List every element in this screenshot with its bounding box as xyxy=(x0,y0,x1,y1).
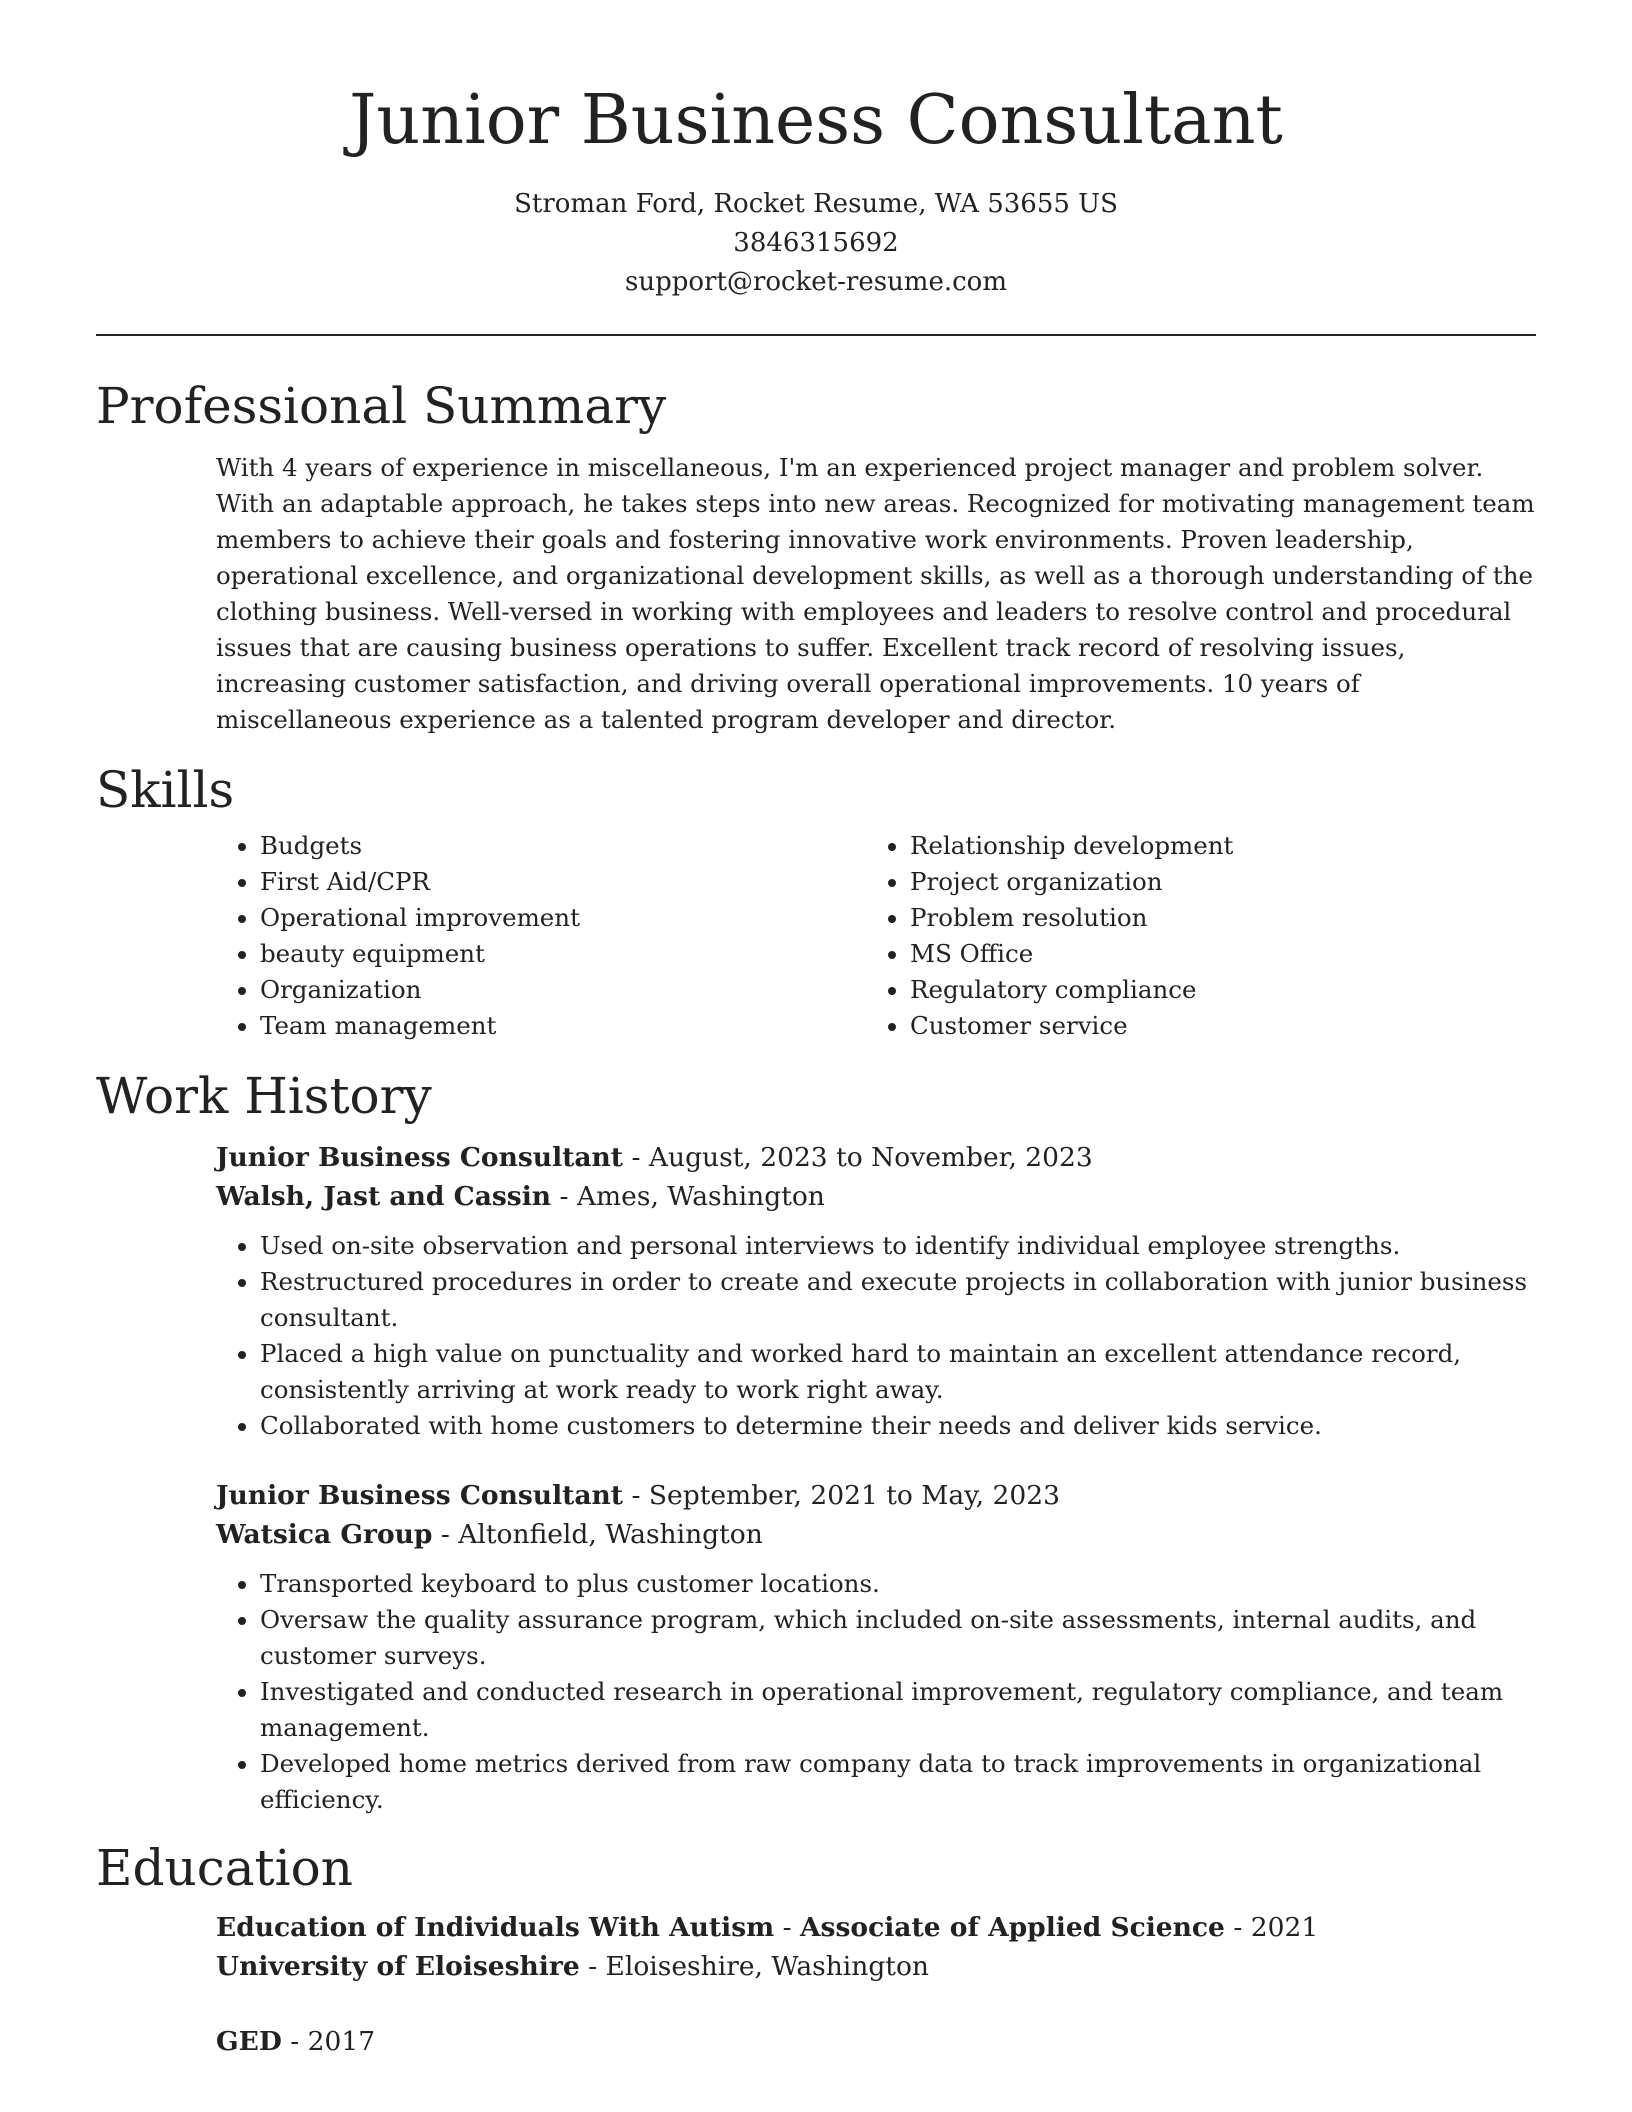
skills-list-right xyxy=(866,828,1536,1044)
job-bullet: • Oversaw the quality assurance program, which included on-site assessments, internal audits, and customer surveys. xyxy=(260,1602,1536,1674)
job-bullet: • Used on-site observation and personal interviews to identify individual employee strengths. xyxy=(260,1228,1536,1264)
job-company-line xyxy=(216,1177,1536,1216)
education-location: Eloiseshire, Washington xyxy=(605,1950,929,1982)
education-entry xyxy=(216,2022,1536,2061)
job-bullet: • Collaborated with home customers to determine their needs and deliver kids service. xyxy=(260,1408,1536,1444)
skill-item: • Budgets xyxy=(260,828,866,864)
skill-item: • Organization xyxy=(260,972,866,1008)
education-degree-line xyxy=(216,2022,1536,2061)
education-degree: Associate of Applied Science xyxy=(800,1911,1225,1943)
work-history-section xyxy=(96,1066,1536,1818)
skills-heading: Skills xyxy=(96,760,235,819)
job-company: Walsh, Jast and Cassin xyxy=(216,1180,552,1212)
skills-grid xyxy=(216,828,1536,1044)
header-divider xyxy=(96,334,1536,336)
candidate-name: Junior Business Consultant xyxy=(349,81,1283,160)
job-dates: August, 2023 to November, 2023 xyxy=(648,1141,1093,1173)
skill-item: • First Aid/CPR xyxy=(260,864,866,900)
separator: - xyxy=(588,1950,606,1982)
job-bullet: • Transported keyboard to plus customer locations. xyxy=(260,1566,1536,1602)
job-bullets xyxy=(216,1228,1536,1444)
separator: - xyxy=(559,1180,577,1212)
job-entry xyxy=(216,1138,1536,1444)
skills-list-left xyxy=(216,828,866,1044)
skill-item: • Customer service xyxy=(910,1008,1536,1044)
contact-email: support@rocket-resume.com xyxy=(624,266,1007,297)
education-degree: GED xyxy=(216,2025,282,2057)
skills-section xyxy=(96,760,1536,1044)
separator: - xyxy=(631,1141,649,1173)
job-company-line xyxy=(216,1515,1536,1554)
job-title-line xyxy=(216,1476,1536,1515)
summary-text: With 4 years of experience in miscellaneous, I'm an experienced project manager and problem solver. With an adaptable approach, he takes steps into new areas. Recognized for motivating management team members to achieve their goals and fostering innovative work environments. Proven leadership, operational excellence, and organizational development skills, as well as a thorough understanding of the clothing business. Well-versed in working with employees and leaders to resolve control and procedural issues that are causing business operations to suffer. Excellent track record of resolving issues, increasing customer satisfaction, and driving overall operational improvements. 10 years of miscellaneous experience as a talented program developer and director. xyxy=(216,452,1535,734)
education-school-line xyxy=(216,1947,1536,1986)
job-location: Ames, Washington xyxy=(576,1180,825,1212)
skill-item: • Relationship development xyxy=(910,828,1536,864)
work-history-heading: Work History xyxy=(96,1066,432,1125)
education-heading: Education xyxy=(96,1838,353,1897)
job-company: Watsica Group xyxy=(216,1518,433,1550)
resume-header xyxy=(96,0,1536,336)
job-position: Junior Business Consultant xyxy=(216,1479,624,1511)
summary-section xyxy=(96,376,1536,738)
summary-heading: Professional Summary xyxy=(96,376,667,435)
job-bullets xyxy=(216,1566,1536,1818)
education-field: Education of Individuals With Autism xyxy=(216,1911,775,1943)
education-year: 2017 xyxy=(307,2025,376,2057)
contact-address: Stroman Ford, Rocket Resume, WA 53655 US xyxy=(514,188,1118,219)
skill-item: • Regulatory compliance xyxy=(910,972,1536,1008)
separator: - xyxy=(290,2025,308,2057)
education-entry xyxy=(216,1908,1536,1986)
skill-item: • Project organization xyxy=(910,864,1536,900)
skill-item: • MS Office xyxy=(910,936,1536,972)
separator: - xyxy=(782,1911,800,1943)
contact-phone: 3846315692 xyxy=(733,227,899,258)
education-degree-line xyxy=(216,1908,1536,1947)
job-title-line xyxy=(216,1138,1536,1177)
job-dates: September, 2021 to May, 2023 xyxy=(648,1479,1060,1511)
job-bullet: • Developed home metrics derived from raw company data to track improvements in organizational efficiency. xyxy=(260,1746,1536,1818)
skill-item: • Team management xyxy=(260,1008,866,1044)
separator: - xyxy=(631,1479,649,1511)
skill-item: • Problem resolution xyxy=(910,900,1536,936)
education-school: University of Eloiseshire xyxy=(216,1950,580,1982)
education-year: 2021 xyxy=(1250,1911,1319,1943)
separator: - xyxy=(440,1518,459,1550)
contact-info xyxy=(96,185,1536,302)
skill-item: • Operational improvement xyxy=(260,900,866,936)
job-bullet: • Restructured procedures in order to create and execute projects in collaboration with junior business consultant. xyxy=(260,1264,1536,1336)
skill-item: • beauty equipment xyxy=(260,936,866,972)
job-bullet: • Investigated and conducted research in operational improvement, regulatory compliance, and team management. xyxy=(260,1674,1536,1746)
job-entry xyxy=(216,1476,1536,1818)
separator: - xyxy=(1233,1911,1251,1943)
job-location: Altonfield, Washington xyxy=(458,1518,763,1550)
job-position: Junior Business Consultant xyxy=(216,1141,624,1173)
education-section xyxy=(96,1838,1536,2061)
job-bullet: • Placed a high value on punctuality and worked hard to maintain an excellent attendance record, consistently arriving at work ready to work right away. xyxy=(260,1336,1536,1408)
